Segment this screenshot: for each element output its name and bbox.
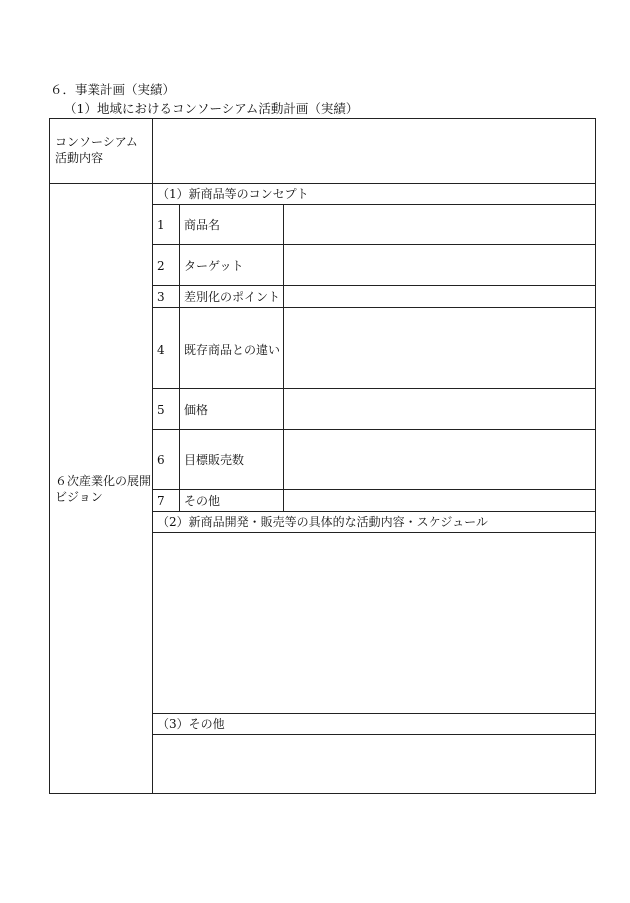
other-content-cell[interactable] — [153, 735, 595, 793]
activity-content-cell[interactable] — [153, 119, 595, 183]
item-row-divider — [152, 511, 596, 512]
item-number: 4 — [157, 343, 165, 357]
item-label-other: その他 — [184, 494, 221, 508]
item-number: 1 — [157, 218, 165, 232]
item-value-cell[interactable] — [284, 286, 595, 307]
table-border-bottom — [49, 793, 596, 794]
vision-label: ６次産業化の展開 ビジョン — [55, 474, 152, 504]
section-number: ６． — [50, 82, 76, 97]
item-value-cell[interactable] — [284, 389, 595, 429]
item-label-target: ターゲット — [184, 259, 244, 273]
item-number: 5 — [157, 403, 165, 417]
item-label-differentiation: 差別化のポイント — [184, 290, 281, 304]
item-number: 2 — [157, 259, 165, 273]
other-header: （3）その他 — [157, 717, 225, 731]
item-number-divider — [179, 204, 180, 511]
concept-header: （1）新商品等のコンセプト — [157, 187, 309, 201]
item-value-cell[interactable] — [284, 205, 595, 244]
item-label-existing-difference: 既存商品との違い — [184, 343, 281, 357]
schedule-header: （2）新商品開発・販売等の具体的な活動内容・スケジュール — [157, 515, 488, 529]
subsection-heading: （1）地域におけるコンソーシアム活動計画（実績） — [64, 101, 359, 116]
item-value-cell[interactable] — [284, 490, 595, 511]
schedule-content-cell[interactable] — [153, 533, 595, 713]
item-value-cell[interactable] — [284, 245, 595, 285]
item-number: 6 — [157, 453, 165, 467]
item-value-cell[interactable] — [284, 430, 595, 489]
table-border-right — [595, 118, 596, 794]
item-number: 3 — [157, 290, 165, 304]
section-title: 事業計画（実績） — [75, 82, 176, 97]
section-heading — [50, 80, 175, 98]
item-value-cell[interactable] — [284, 308, 595, 388]
item-label-price: 価格 — [184, 403, 209, 417]
activity-label: コンソーシアム 活動内容 — [55, 135, 138, 165]
schedule-section-divider — [152, 713, 596, 714]
item-label-sales-target: 目標販売数 — [184, 453, 245, 467]
item-label-product-name: 商品名 — [184, 218, 221, 232]
item-number: 7 — [157, 494, 165, 508]
table-border-left — [49, 118, 50, 794]
activity-row-divider — [49, 183, 596, 184]
